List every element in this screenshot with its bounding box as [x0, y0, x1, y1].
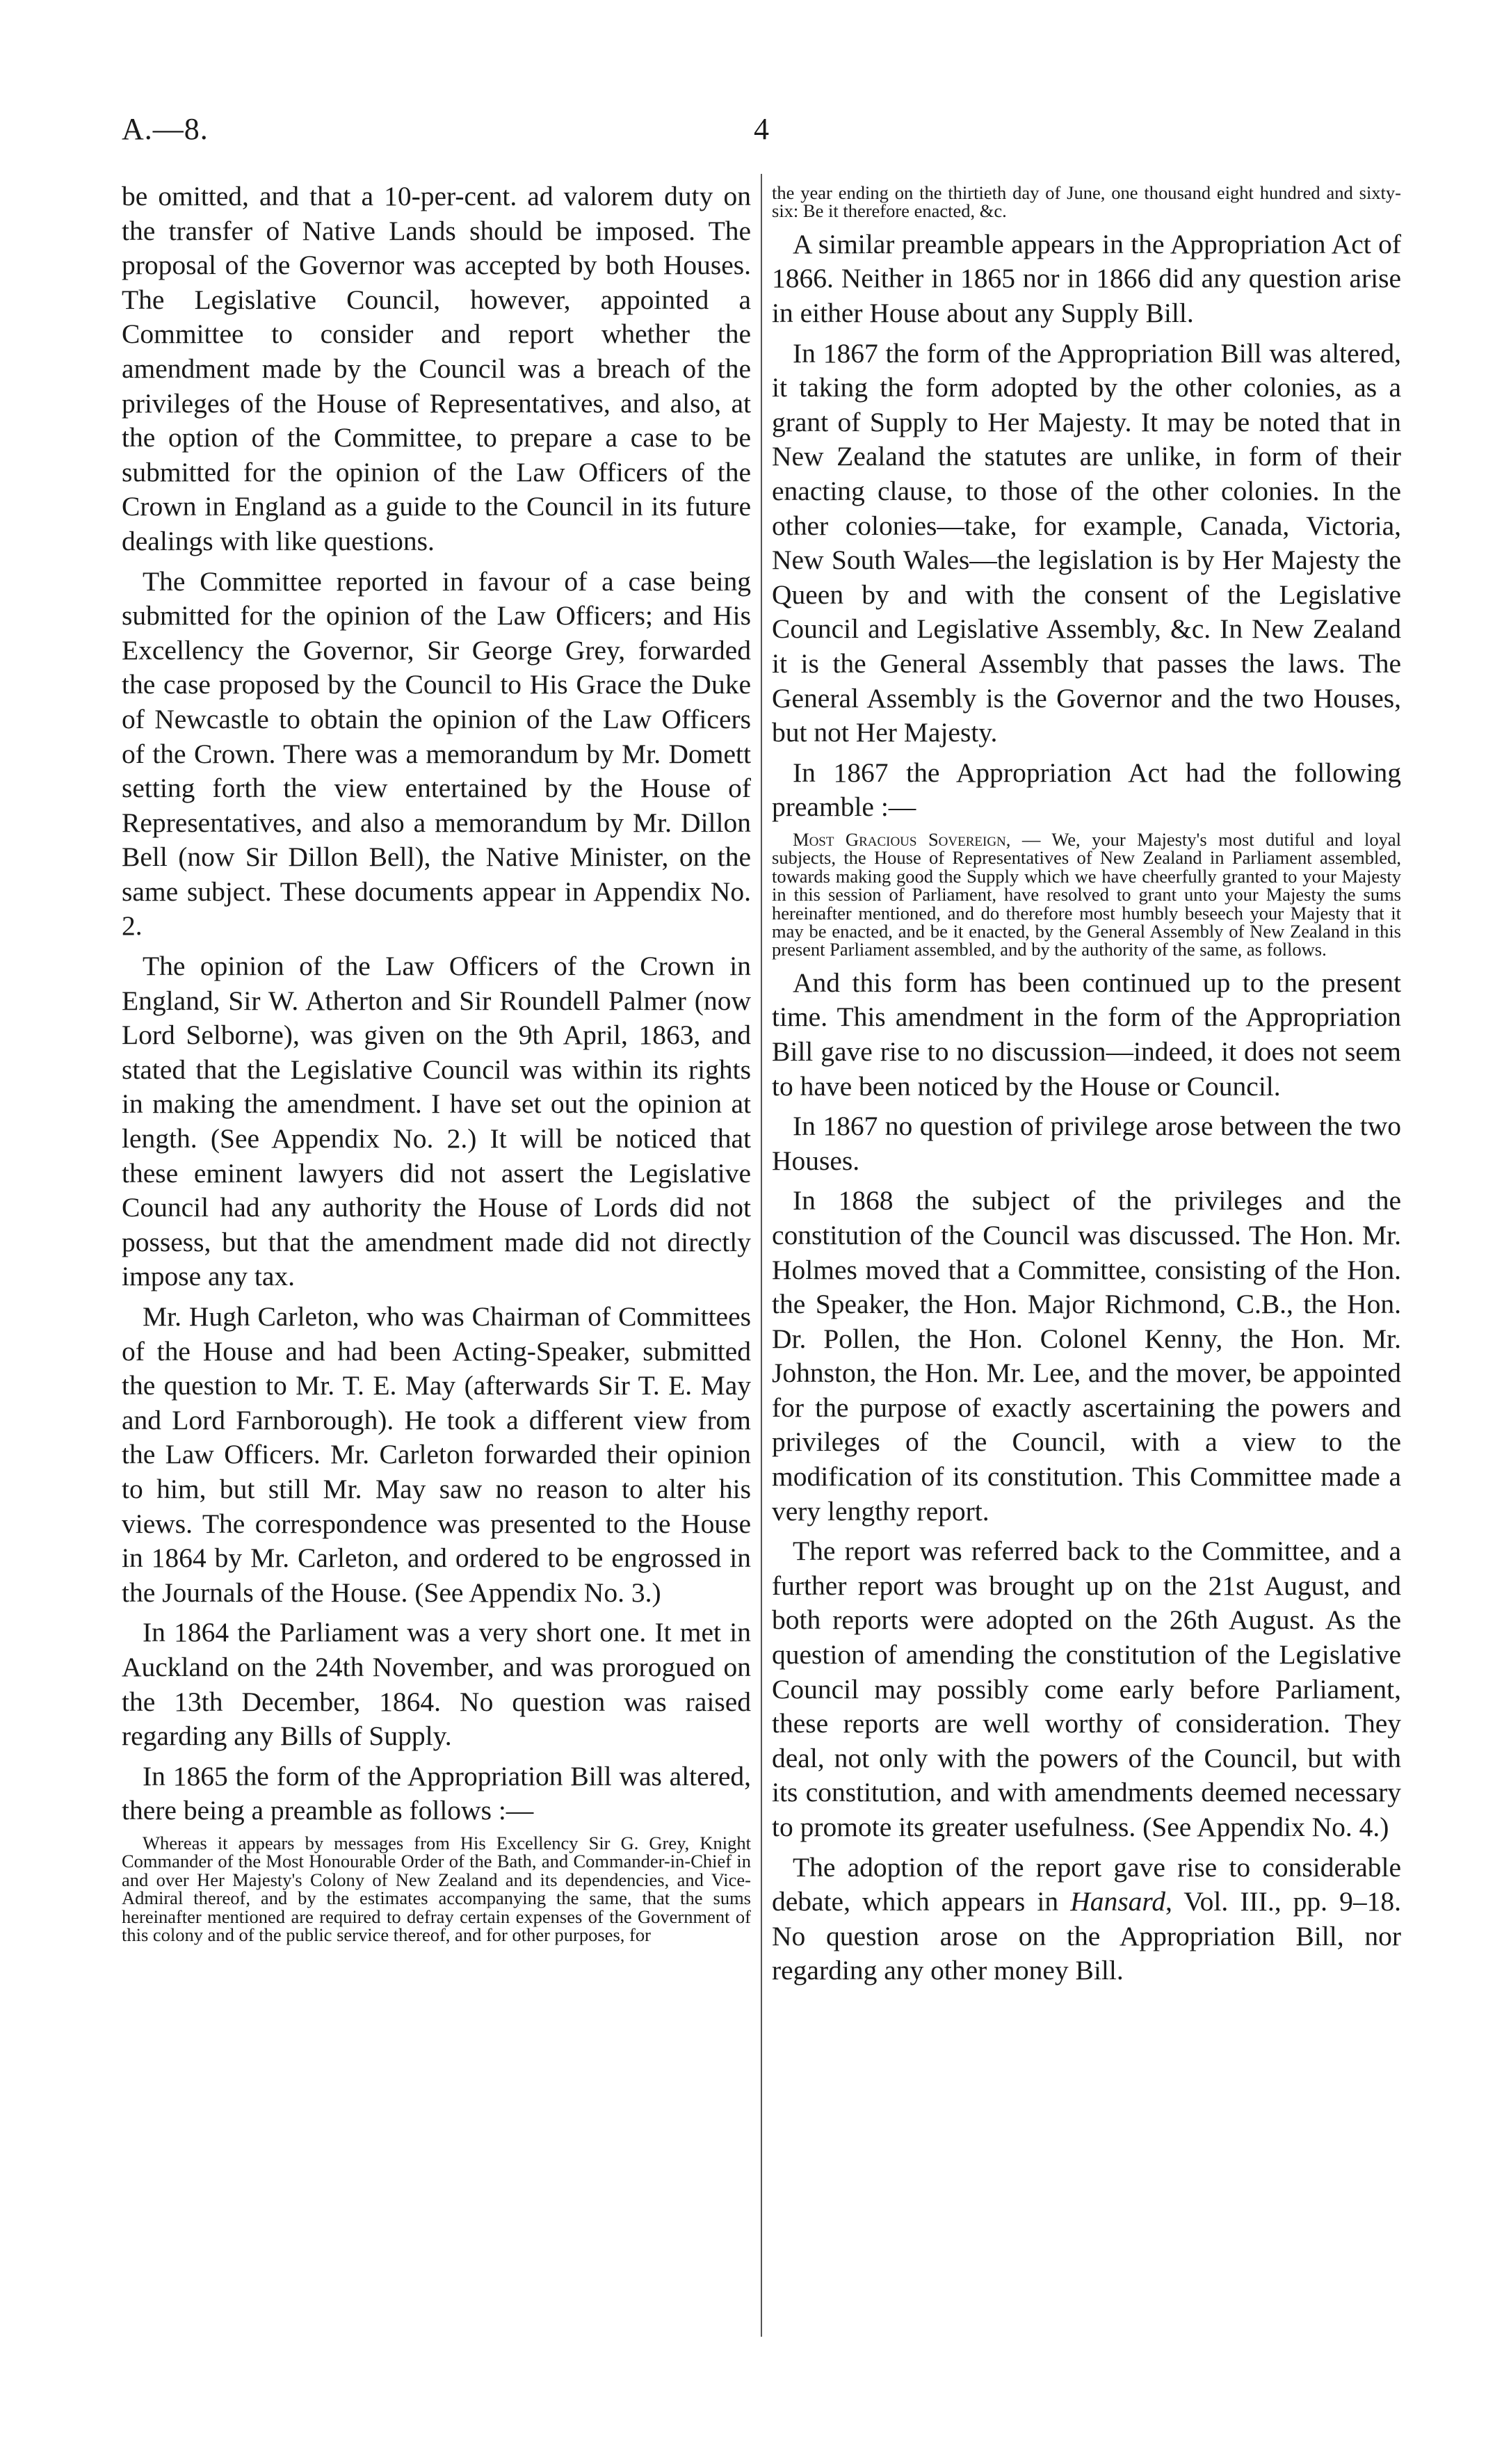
quote-text: — We, your Majesty's most dutiful and loyal subjects, the House of Representatives of New Zealand in Parliament assembled, towards making good the Supply which we have cheerfully granted to your Majesty in this session of Parliament, have resolved to grant unto your Majesty the sums hereinafter mentioned, and do therefore most humbly beseech your Majesty that it may be enacted, and be it enacted, by the General Assembly of New Zealand in this present Parliament assembled, and by the authority of the same, as follows.	[772, 828, 1401, 960]
page-header	[122, 111, 1401, 153]
hansard-reference: Hansard	[1070, 1886, 1165, 1917]
paragraph: In 1868 the subject of the privileges and the constitution of the Council was discussed. The Hon. Mr. Holmes moved that a Committee, consisting of the Hon. the Speaker, the Hon. Major Richmond, C.B., the Hon. Dr. Pollen, the Hon. Colonel Kenny, the Hon. Mr. Johnston, the Hon. Mr. Lee, and the mover, be appointed for the purpose of exactly ascertaining the powers and privileges of the Council, with a view to the modification of its constitution. This Committee made a very lengthy report.	[772, 1185, 1401, 1527]
paragraph: And this form has been continued up to the present time. This amendment in the form of the Appropriation Bill gave rise to no discussion—indeed, it does not seem to have been noticed by the House or Council.	[772, 967, 1401, 1102]
paragraph: Mr. Hugh Carleton, who was Chairman of Committees of the House and had been Acting-Speaker, submitted the question to Mr. T. E. May (afterwards Sir T. E. May and Lord Farnborough). He took a different view from the Law Officers. Mr. Carleton forwarded their opinion to him, but still Mr. May saw no reason to alter his views. The correspondence was presented to the House in 1864 by Mr. Carleton, and ordered to be engrossed in the Journals of the House. (See Appendix No. 3.)	[122, 1301, 751, 1608]
paragraph: In 1867 the Appropriation Act had the following preamble :—	[772, 757, 1401, 823]
left-column	[122, 179, 751, 1951]
paragraph: be omitted, and that a 10-per-cent. ad valorem duty on the transfer of Native Lands should be imposed. The proposal of the Governor was accepted by both Houses. The Legislative Council, however, appointed a Committee to consider and report whether the amendment made by the Council was a breach of the privileges of the House of Representatives, and also, at the option of the Committee, to prepare a case to be submitted for the opinion of the Law Officers of the Crown in England as a guide to the Council in its future dealings with like questions.	[122, 181, 751, 556]
paragraph: A similar preamble appears in the Appropriation Act of 1866. Neither in 1865 nor in 1866 did any question arise in either House about any Supply Bill.	[772, 228, 1401, 328]
quoted-preamble-1865-continued: the year ending on the thirtieth day of June, one thousand eight hundred and sixty-six: Be it therefore enacted, &c.	[772, 182, 1401, 222]
paragraph: The report was referred back to the Committee, and a further report was brought up on the 21st August, and both reports were adopted on the 26th August. As the question of amending the constitution of the Legislative Council may possibly come early before Parliament, these reports are well worthy of consideration. They deal, not only with the powers of the Council, but with its constitution, and with amendments deemed necessary to promote its greater usefulness. (See Appendix No. 4.)	[772, 1536, 1401, 1842]
text-run: , Vol. III., pp. 9–18. No question arose on the Appropriation Bill, nor regarding any other money Bill.	[772, 1886, 1402, 1986]
right-column	[772, 179, 1401, 1994]
page-number: 4	[754, 112, 769, 146]
paragraph: The Committee reported in favour of a case being submitted for the opinion of the Law Officers; and His Excellency the Governor, Sir George Grey, forwarded the case proposed by the Council to His Grace the Duke of Newcastle to obtain the opinion of the Law Officers of the Crown. There was a memorandum by Mr. Domett setting forth the view entertained by the House of Representatives, and also a memorandum by Mr. Dillon Bell (now Sir Dillon Bell), the Native Minister, on the same subject. These documents appear in Appendix No. 2.	[122, 565, 751, 942]
quoted-preamble-1867	[772, 830, 1401, 959]
paragraph: In 1867 the form of the Appropriation Bill was altered, it taking the form adopted by the other colonies, as a grant of Supply to Her Majesty. It may be noted that in New Zealand the statutes are unlike, in form of their enacting clause, to those of the other colonies. In the other colonies—take, for example, Canada, Victoria, New South Wales—the legislation is by Her Majesty the Queen by and with the consent of the Legislative Council and Legislative Assembly, &c. In New Zealand it is the General Assembly that passes the laws. The General Assembly is the Governor and the two Houses, but not Her Majesty.	[772, 337, 1401, 748]
column-divider	[761, 174, 762, 2337]
paragraph: The opinion of the Law Officers of the Crown in England, Sir W. Atherton and Sir Roundell Palmer (now Lord Selborne), was given on the 9th April, 1863, and stated that the Legislative Council was within its rights in making the amendment. I have set out the opinion at length. (See Appendix No. 2.) It will be noticed that these eminent lawyers did not assert the Legislative Council had any authority the House of Lords did not possess, but that the amendment made did not directly impose any tax.	[122, 951, 751, 1292]
text-run: The adoption of the report gave rise to considerable debate, which appears in	[772, 1851, 1401, 1917]
paragraph: In 1867 no question of privilege arose between the two Houses.	[772, 1111, 1401, 1176]
document-reference: A.—8.	[122, 112, 209, 146]
quoted-preamble-1865: Whereas it appears by messages from His Excellency Sir G. Grey, Knight Commander of the Most Honourable Order of the Bath, and Commander-in-Chief in and over Her Majesty's Colony of New Zealand and its dependencies, and Vice-Admiral thereof, and by the estimates accompanying the same, that the sums hereinafter mentioned are required to defray certain expenses of the Government of this colony and of the public service thereof, and for other purposes, for	[122, 1832, 751, 1945]
paragraph: In 1865 the form of the Appropriation Bill was altered, there being a preamble as follows :—	[122, 1760, 751, 1826]
salutation: Most Gracious Sovereign,	[793, 828, 1011, 850]
paragraph	[772, 1851, 1401, 1988]
paragraph: In 1864 the Parliament was a very short one. It met in Auckland on the 24th November, and was prorogued on the 13th December, 1864. No question was raised regarding any Bills of Supply.	[122, 1617, 751, 1752]
